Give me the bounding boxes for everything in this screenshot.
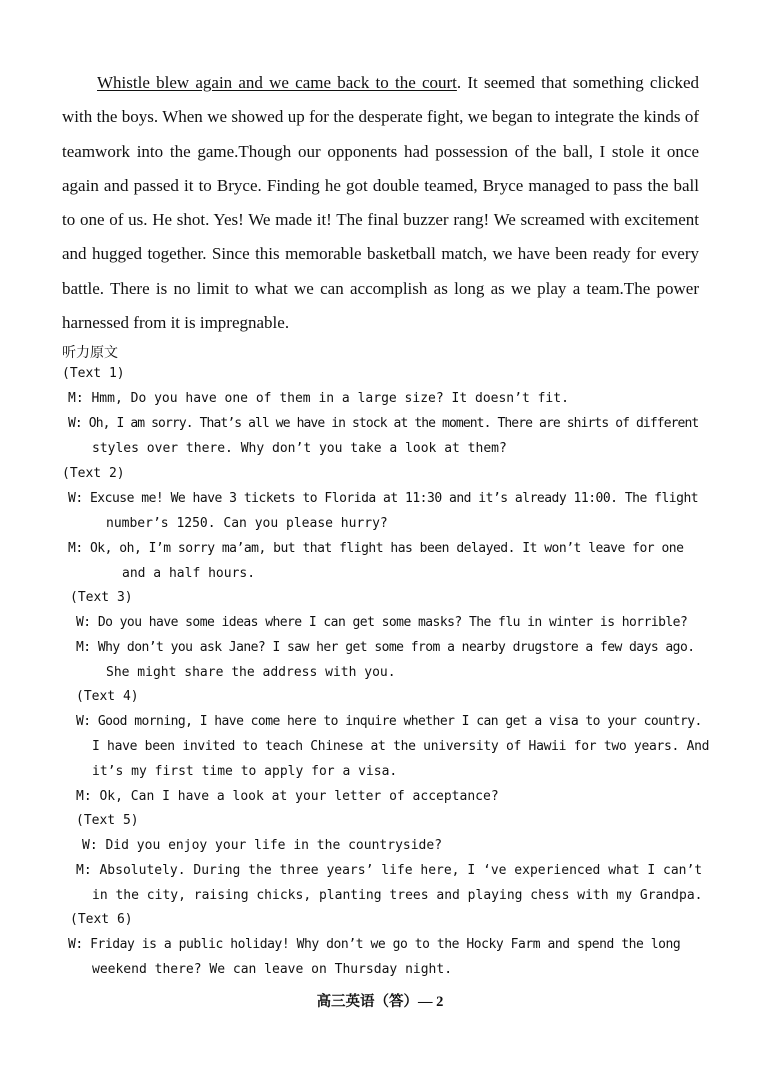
dialogue-line: M: Ok, oh, I’m sorry ma’am, but that flight has been delayed. It won’t leave for one bbox=[68, 541, 684, 556]
dialogue-line: W: Good morning, I have come here to inquire whether I can get a visa to your country. bbox=[76, 714, 702, 729]
dialogue-line: M: Ok, Can I have a look at your letter of acceptance? bbox=[76, 789, 499, 804]
text-label: (Text 3) bbox=[70, 590, 133, 605]
dialogue-line: W: Excuse me! We have 3 tickets to Florida at 11:30 and it’s already 11:00. The flight bbox=[68, 491, 699, 506]
dialogue-line: it’s my first time to apply for a visa. bbox=[92, 764, 398, 779]
text-label: (Text 6) bbox=[70, 912, 133, 927]
dialogue-line: styles over there. Why don’t you take a look at them? bbox=[92, 441, 507, 456]
dialogue-line: W: Friday is a public holiday! Why don’t we go to the Hocky Farm and spend the long bbox=[68, 937, 681, 952]
text-label: (Text 1) bbox=[62, 366, 125, 381]
page-footer: 高三英语（答）— 2 bbox=[316, 994, 444, 1010]
underlined-sentence: Whistle blew again and we came back to the court bbox=[97, 73, 457, 92]
dialogue-line: I have been invited to teach Chinese at the university of Hawii for two years. And bbox=[92, 739, 710, 754]
text-label: (Text 4) bbox=[76, 689, 139, 704]
dialogue-line: M: Hmm, Do you have one of them in a large size? It doesn’t fit. bbox=[68, 391, 569, 406]
listening-heading: 听力原文 bbox=[62, 346, 118, 361]
dialogue-line: M: Why don’t you ask Jane? I saw her get some from a nearby drugstore a few days ago. bbox=[76, 640, 695, 655]
text-label: (Text 2) bbox=[62, 466, 125, 481]
essay-body: . It seemed that something clicked with the boys. When we showed up for the desperate fight, we began to integrate the kinds of teamwork into the game.Though our opponents had possession of the ball, I stole it once again and passed it to Bryce. Finding he got double teamed, Bryce managed to pass the ball to one of us. He shot. Yes! We made it! The final buzzer rang! We screamed with excitement and hugged together. Since this memorable basketball match, we have been ready for every battle. There is no limit to what we can accomplish as long as we play a team.The power harnessed from it is impregnable. bbox=[62, 73, 699, 333]
dialogue-line: W: Did you enjoy your life in the countryside? bbox=[82, 838, 443, 853]
dialogue-line: in the city, raising chicks, planting trees and playing chess with my Grandpa. bbox=[92, 888, 703, 903]
dialogue-line: M: Absolutely. During the three years’ life here, I ‘ve experienced what I can’t bbox=[76, 863, 703, 878]
dialogue-line: number’s 1250. Can you please hurry? bbox=[106, 516, 388, 531]
text-label: (Text 5) bbox=[76, 813, 139, 828]
dialogue-line: She might share the address with you. bbox=[106, 665, 396, 680]
dialogue-line: weekend there? We can leave on Thursday night. bbox=[92, 962, 453, 977]
dialogue-line: W: Oh, I am sorry. That’s all we have in stock at the moment. There are shirts of different bbox=[68, 416, 699, 431]
dialogue-line: W: Do you have some ideas where I can get some masks? The flu in winter is horrible? bbox=[76, 615, 688, 630]
essay-paragraph bbox=[62, 66, 699, 340]
dialogue-line: and a half hours. bbox=[122, 566, 256, 581]
